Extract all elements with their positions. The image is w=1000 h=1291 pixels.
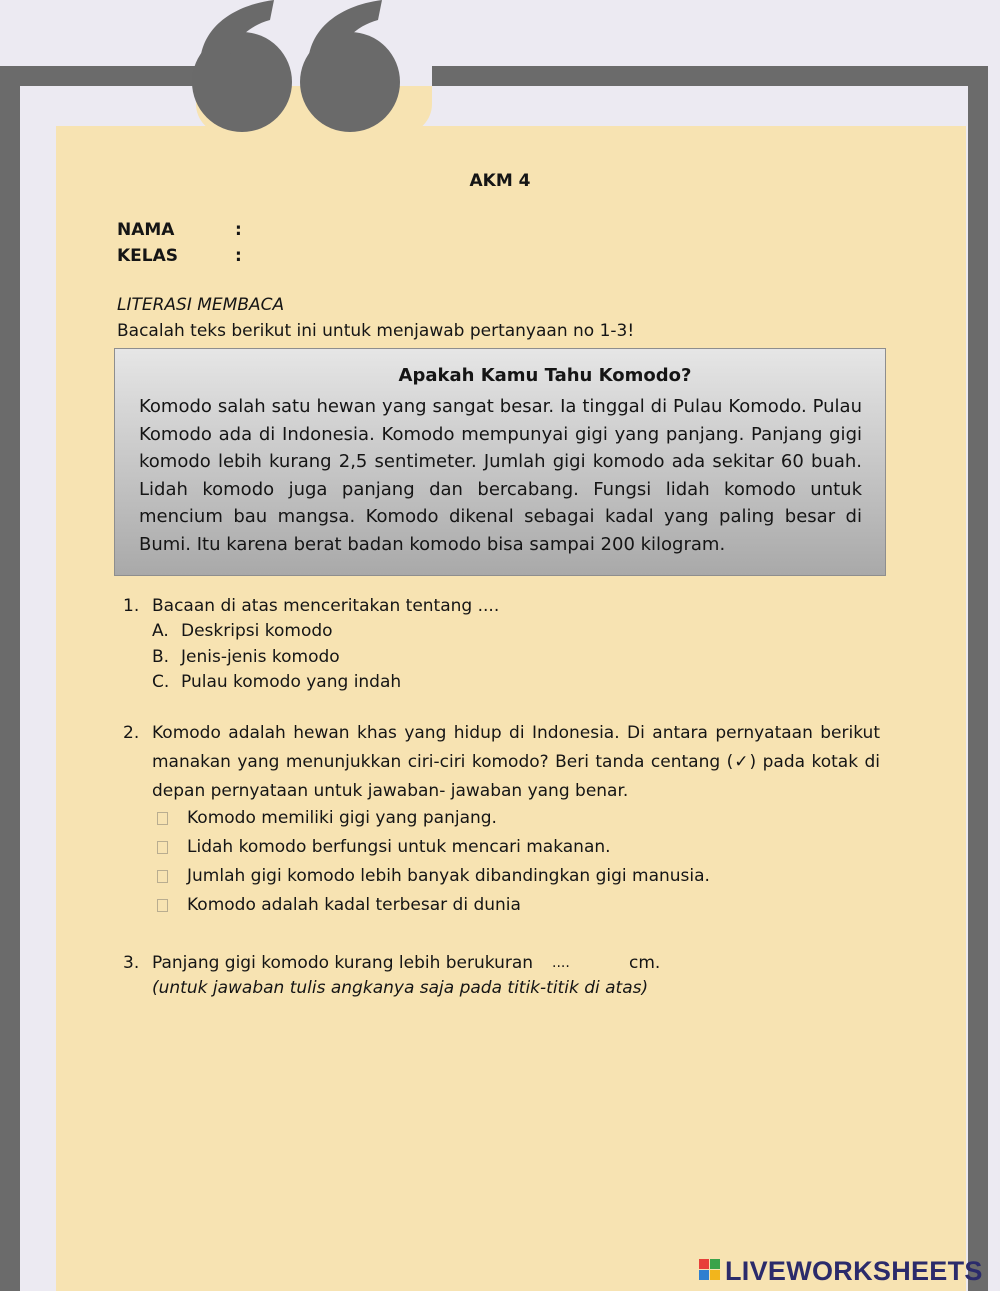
statement-3: Jumlah gigi komodo lebih banyak dibandingkan gigi manusia. [187, 866, 710, 886]
passage-text: Komodo salah satu hewan yang sangat besar. Ia tinggal di Pulau Komodo. Pulau Komodo ada di Indonesia. Komodo mempunyai gigi yang panjang. Panjang gigi komodo lebih kurang 2,5 sentimeter. Jumlah gigi komodo ada sekitar 60 buah. Lidah komodo juga panjang dan bercabang. Fungsi lidah komodo untuk mencium bau mangsa. Komodo dikenal sebagai kadal yang paling besar di Bumi. Itu karena berat badan komodo bisa sampai 200 kilogram. [139, 396, 862, 555]
statement-2: Lidah komodo berfungsi untuk mencari makanan. [187, 837, 611, 857]
frame-top-right [432, 66, 988, 86]
frame-right [968, 66, 988, 1291]
checkbox-3[interactable] [157, 870, 168, 883]
section-heading: LITERASI MEMBACA [117, 295, 285, 315]
question-3-text: Panjang gigi komodo kurang lebih berukuran [152, 953, 534, 973]
option-b-letter: B. [152, 647, 170, 667]
option-c-letter: C. [152, 672, 170, 692]
passage-title: Apakah Kamu Tahu Komodo? [398, 365, 692, 386]
section-instruction: Bacalah teks berikut ini untuk menjawab pertanyaan no 1-3! [117, 321, 635, 341]
frame-top-left [0, 66, 196, 86]
option-a-text[interactable]: Deskripsi komodo [181, 621, 333, 641]
question-number-3: 3. [123, 953, 140, 973]
field-label-nama: NAMA [117, 220, 175, 240]
checkbox-2[interactable] [157, 841, 168, 854]
liveworksheets-logo-icon [699, 1259, 721, 1281]
option-a-letter: A. [152, 621, 169, 641]
field-colon-kelas: : [235, 246, 242, 266]
answer-unit: cm. [629, 953, 661, 973]
watermark-text: LIVEWORKSHEETS [725, 1256, 983, 1286]
checkbox-4[interactable] [157, 899, 168, 912]
option-c-text[interactable]: Pulau komodo yang indah [181, 672, 402, 692]
question-3-note: (untuk jawaban tulis angkanya saja pada titik-titik di atas) [152, 978, 649, 998]
frame-left [0, 66, 20, 1291]
checkbox-1[interactable] [157, 812, 168, 825]
question-2-text: Komodo adalah hewan khas yang hidup di Indonesia. Di antara pernyataan berikut manakan yang menunjukkan ciri-ciri komodo? Beri tanda centang (✓) pada kotak di depan pernyataan untuk jawaban- jawaban yang benar. [152, 723, 880, 801]
quote-mark-icon [190, 0, 300, 140]
field-colon-nama: : [235, 220, 242, 240]
question-number-2: 2. [123, 723, 140, 743]
question-1-text: Bacaan di atas menceritakan tentang .... [152, 596, 500, 616]
page-title: AKM 4 [469, 171, 531, 191]
quote-mark-icon [298, 0, 408, 140]
statement-4: Komodo adalah kadal terbesar di dunia [187, 895, 521, 915]
field-label-kelas: KELAS [117, 246, 179, 266]
statement-1: Komodo memiliki gigi yang panjang. [187, 808, 497, 828]
option-b-text[interactable]: Jenis-jenis komodo [181, 647, 340, 667]
question-number-1: 1. [123, 596, 140, 616]
answer-blank[interactable]: .... [552, 955, 570, 971]
